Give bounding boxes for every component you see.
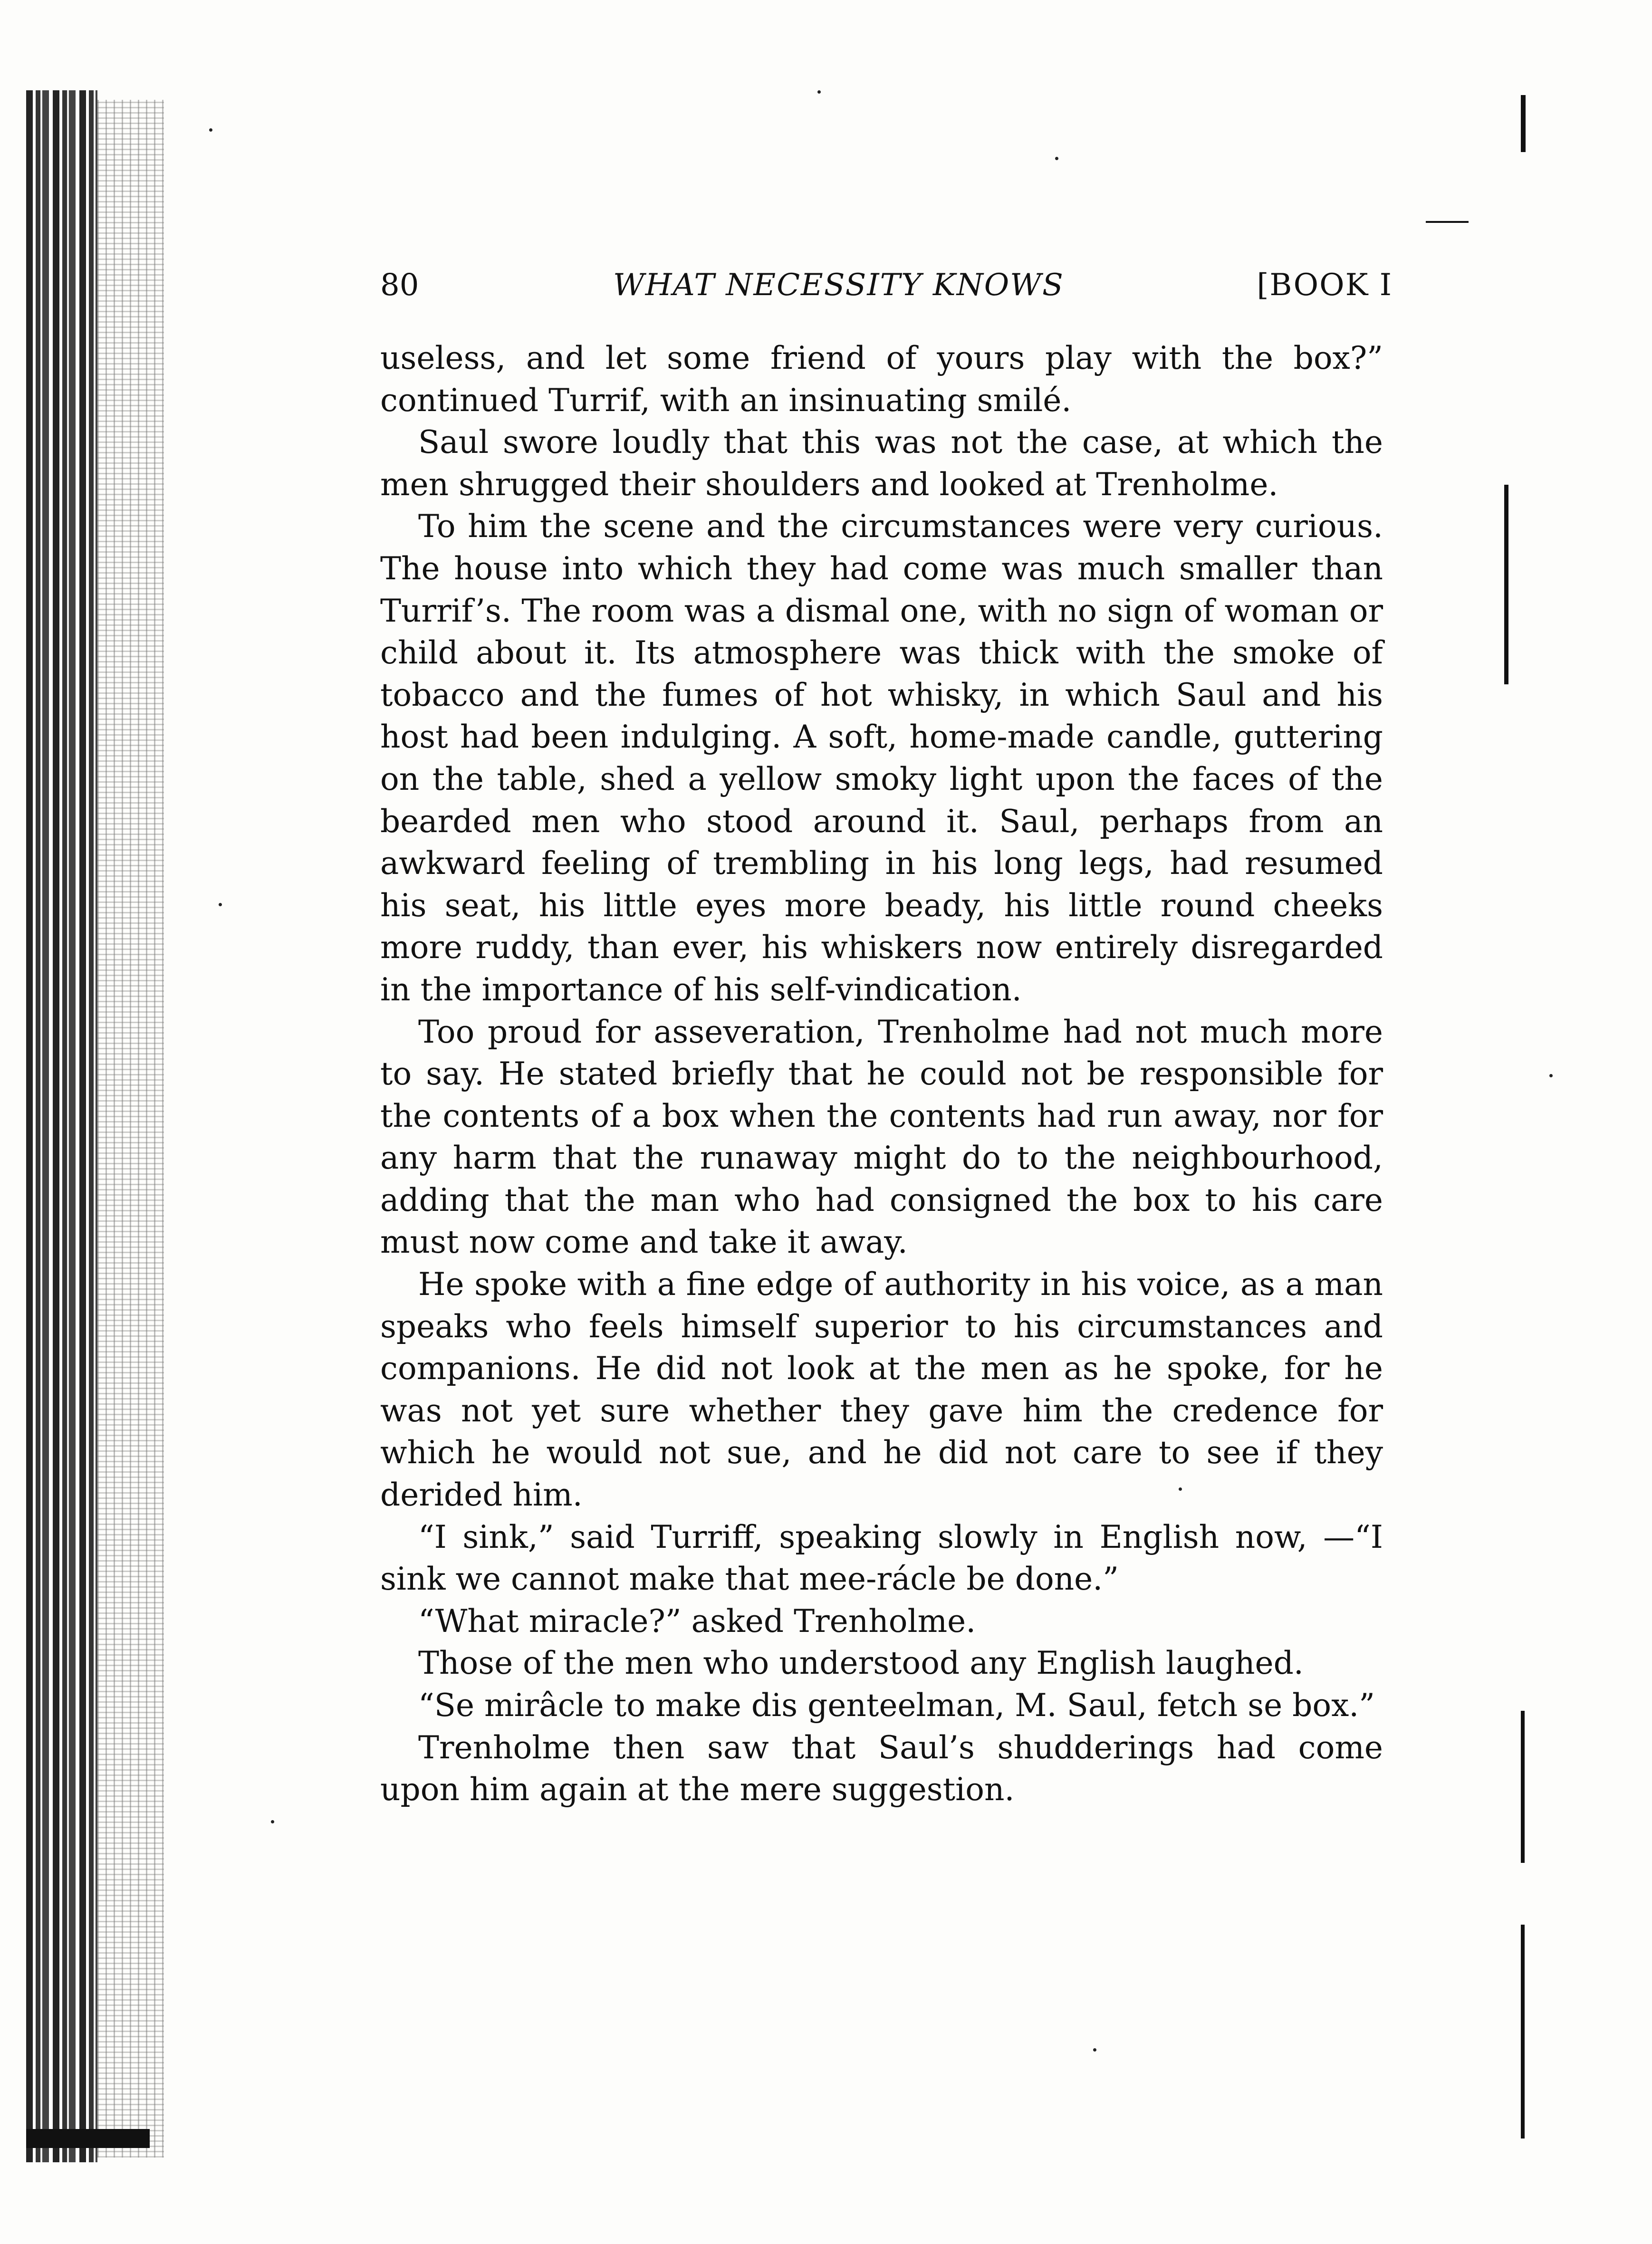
paragraph: Those of the men who understood any English laughed. bbox=[418, 1645, 1304, 1682]
binding-shadow bbox=[97, 100, 164, 2158]
edge-mark bbox=[1521, 95, 1526, 152]
scan-speck bbox=[817, 90, 821, 94]
edge-mark bbox=[1504, 485, 1508, 684]
page-number: 80 bbox=[380, 268, 419, 303]
paragraph: “Se mirâcle to make dis genteelman, M. Saul, fetch se box.” bbox=[418, 1687, 1375, 1724]
binding-bottom-edge bbox=[26, 2129, 150, 2148]
edge-mark bbox=[1426, 221, 1469, 223]
paragraph: To him the scene and the circumstances were very curious. The house into which they had come was much smaller than Turrif’s. The room was a dismal one, with no sign of woman or child about it. Its atmosphere was thick with the smoke of tobacco and the fumes of hot whisky, in which Saul and his host had been indulging. A soft, home-made candle, guttering on the table, shed a yellow smoky light upon the faces of the bearded men who stood around it. Saul, perhaps from an awkward feeling of trembling in his long legs, had resumed his seat, his little eyes more beady, his little round cheeks more ruddy, than ever, his whiskers now entirely disregarded in the importance of his self-vindication. bbox=[380, 508, 1383, 1008]
running-head bbox=[380, 264, 1393, 307]
paragraph: Too proud for asseveration, Trenholme had not much more to say. He stated briefly that he could not be responsible for the contents of a box when the contents had run away, nor for any harm that the runaway might do to the neighbourhood, adding that the man who had consigned the box to his care must now come and take it away. bbox=[380, 1013, 1383, 1261]
scan-speck bbox=[1055, 157, 1058, 160]
scan-speck bbox=[209, 128, 212, 132]
paragraph: useless, and let some friend of yours play with the box?” continued Turrif, with an insinuating smilé. bbox=[380, 340, 1383, 419]
binding-edge bbox=[26, 90, 97, 2162]
edge-mark bbox=[1521, 1711, 1525, 1863]
paragraph: “What miracle?” asked Trenholme. bbox=[418, 1602, 976, 1640]
paragraph: Saul swore loudly that this was not the case, at which the men shrugged their shoulders and looked at Trenholme. bbox=[380, 424, 1383, 503]
running-title: WHAT NECESSITY KNOWS bbox=[613, 268, 1064, 303]
scan-speck bbox=[1549, 1074, 1553, 1077]
body-text bbox=[380, 337, 1383, 1811]
scan-speck bbox=[219, 903, 222, 906]
paragraph: Trenholme then saw that Saul’s shudderings had come upon him again at the mere suggestion. bbox=[380, 1729, 1383, 1808]
paragraph: “I sink,” said Turriff, speaking slowly in English now, —“I sink we cannot make that mee-rácle be done.” bbox=[380, 1518, 1383, 1598]
book-label: [BOOK I bbox=[1257, 268, 1393, 303]
scan-speck bbox=[1093, 2048, 1096, 2052]
edge-mark bbox=[1521, 1925, 1525, 2139]
scan-speck bbox=[271, 1820, 274, 1823]
paragraph: He spoke with a fine edge of authority in his voice, as a man speaks who feels himself superior to his circumstances and companions. He did not look at the men as he spoke, for he was not yet sure whether they gave him the credence for which he would not sue, and he did not care to see if they derided him. bbox=[380, 1266, 1383, 1514]
